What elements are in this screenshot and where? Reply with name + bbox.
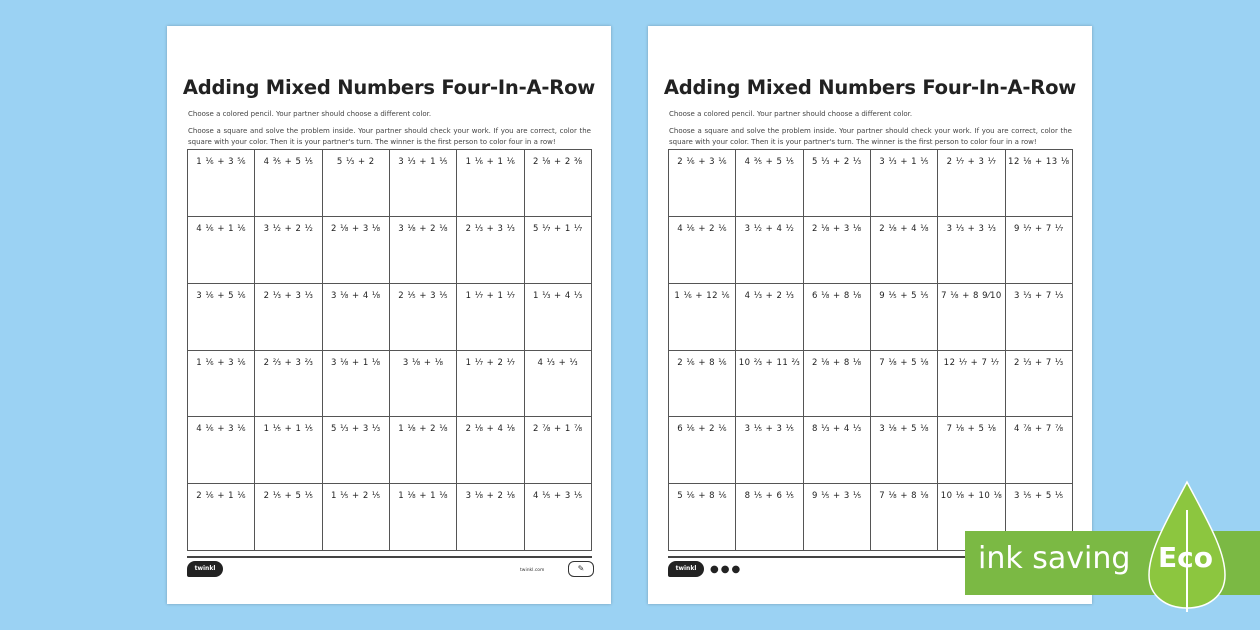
- grid-cell: 3 ⅕ + 3 ⅕: [736, 417, 803, 484]
- ink-saving-label: ink saving: [978, 541, 1131, 576]
- grid-cell: 8 ⅕ + 6 ⅕: [736, 484, 803, 551]
- instruction-1: Choose a colored pencil. Your partner should choose a different color.: [188, 110, 432, 118]
- grid-cell: 10 ⅛ + 10 ⅛: [938, 484, 1005, 551]
- grid-cell: 5 ⅓ + 2: [323, 150, 390, 217]
- grid-cell: 5 ⅙ + 8 ⅙: [669, 484, 736, 551]
- grid-cell: 3 ½ + 2 ½: [255, 217, 322, 284]
- grid-cell: 4 ⅓ + ⅓: [525, 351, 592, 418]
- grid-cell: 2 ⅛ + 3 ⅛: [323, 217, 390, 284]
- grid-cell: 7 ⅛ + 5 ⅛: [938, 417, 1005, 484]
- instruction-2: Choose a square and solve the problem inside. Your partner should check your work. If you are correct, color the square with your color. Then it is your partner's turn. The winner is the first person to color four in a row!: [188, 127, 591, 146]
- grid-cell: 3 ⅓ + 3 ⅓: [938, 217, 1005, 284]
- grid-cell: 1 ⅐ + 2 ⅐: [457, 351, 524, 418]
- grid-cell: 2 ⅓ + 7 ⅓: [1006, 351, 1073, 418]
- instruction-1: Choose a colored pencil. Your partner should choose a different color.: [669, 110, 913, 118]
- grid-cell: 1 ⅛ + 2 ⅛: [390, 417, 457, 484]
- grid-cell: 3 ⅛ + 2 ⅛: [390, 217, 457, 284]
- grid-cell: 7 ⅛ + 8 ⅛: [871, 484, 938, 551]
- instruction-2: Choose a square and solve the problem inside. Your partner should check your work. If you are correct, color the square with your color. Then it is your partner's turn. The winner is the first person to color four in a row!: [669, 127, 1072, 146]
- grid-cell: 3 ⅛ + 5 ⅛: [871, 417, 938, 484]
- grid-cell: 2 ⅙ + 8 ⅙: [669, 351, 736, 418]
- game-grid: [668, 149, 1073, 551]
- footer-site: twinkl.com: [520, 568, 545, 573]
- grid-cell: 3 ⅛ + 2 ⅛: [457, 484, 524, 551]
- grid-cell: 1 ⅙ + 1 ⅙: [457, 150, 524, 217]
- grid-cell: 12 ⅐ + 7 ⅐: [938, 351, 1005, 418]
- grid-cell: 4 ⅕ + 3 ⅕: [525, 484, 592, 551]
- grid-cell: 2 ⅛ + 4 ⅛: [457, 417, 524, 484]
- grid-cell: 5 ⅓ + 2 ⅓: [804, 150, 871, 217]
- grid-cell: 1 ⅓ + 4 ⅓: [525, 284, 592, 351]
- grid-cell: 9 ⅐ + 7 ⅐: [1006, 217, 1073, 284]
- grid-cell: 3 ⅓ + 1 ⅕: [871, 150, 938, 217]
- grid-cell: 5 ⅓ + 3 ⅓: [323, 417, 390, 484]
- grid-cell: 4 ⅙ + 1 ⅙: [188, 217, 255, 284]
- grid-cell: 1 ⅛ + 1 ⅛: [390, 484, 457, 551]
- game-grid: [187, 149, 592, 551]
- grid-cell: 2 ⅕ + 5 ⅕: [255, 484, 322, 551]
- grid-cell: 3 ⅙ + 5 ⅙: [188, 284, 255, 351]
- pencil-icon: ✎: [568, 561, 594, 577]
- grid-cell: 3 ⅕ + 5 ⅕: [1006, 484, 1073, 551]
- grid-cell: 2 ⅕ + 3 ⅕: [390, 284, 457, 351]
- worksheet-left: [167, 26, 611, 604]
- twinkl-logo: twinkl: [668, 561, 704, 577]
- grid-cell: 5 ⅐ + 1 ⅐: [525, 217, 592, 284]
- grid-cell: 3 ⅓ + 1 ⅕: [390, 150, 457, 217]
- grid-cell: 2 ⅛ + 3 ⅛: [804, 217, 871, 284]
- grid-cell: 7 ⅛ + 8 9⁄10: [938, 284, 1005, 351]
- grid-cell: 2 ⅛ + 8 ⅛: [804, 351, 871, 418]
- footer-divider: [187, 556, 592, 558]
- grid-cell: 1 ⅙ + 3 ⅙: [188, 351, 255, 418]
- grid-cell: 4 ⅗ + 5 ⅕: [736, 150, 803, 217]
- grid-cell: 6 ⅛ + 8 ⅛: [804, 284, 871, 351]
- grid-cell: 1 ⅐ + 1 ⅐: [457, 284, 524, 351]
- grid-cell: 1 ⅙ + 3 ⅚: [188, 150, 255, 217]
- worksheet-right: [648, 26, 1092, 604]
- grid-cell: 12 ⅛ + 13 ⅛: [1006, 150, 1073, 217]
- grid-cell: 9 ⅕ + 5 ⅕: [871, 284, 938, 351]
- grid-cell: 2 ⅓ + 3 ⅓: [255, 284, 322, 351]
- grid-cell: 2 ⅞ + 1 ⅞: [525, 417, 592, 484]
- grid-cell: 1 ⅕ + 1 ⅕: [255, 417, 322, 484]
- grid-cell: 10 ⅔ + 11 ⅔: [736, 351, 803, 418]
- eco-label: Eco: [1158, 541, 1213, 574]
- grid-cell: 3 ⅓ + 7 ⅓: [1006, 284, 1073, 351]
- grid-cell: 4 ⅞ + 7 ⅞: [1006, 417, 1073, 484]
- grid-cell: 2 ⅛ + 4 ⅛: [871, 217, 938, 284]
- grid-cell: 8 ⅓ + 4 ⅓: [804, 417, 871, 484]
- grid-cell: 4 ⅗ + 5 ⅕: [255, 150, 322, 217]
- worksheet-title: Adding Mixed Numbers Four-In-A-Row: [663, 76, 1077, 99]
- grid-cell: 2 ⅙ + 1 ⅙: [188, 484, 255, 551]
- grid-cell: 2 ⅙ + 3 ⅙: [669, 150, 736, 217]
- grid-cell: 3 ⅛ + 1 ⅛: [323, 351, 390, 418]
- grid-cell: 1 ⅙ + 12 ⅙: [669, 284, 736, 351]
- grid-cell: 7 ⅛ + 5 ⅛: [871, 351, 938, 418]
- grid-cell: 2 ⅐ + 3 ⅐: [938, 150, 1005, 217]
- grid-cell: 2 ⅔ + 3 ⅔: [255, 351, 322, 418]
- grid-cell: 4 ⅙ + 2 ⅙: [669, 217, 736, 284]
- grid-cell: 6 ⅙ + 2 ⅙: [669, 417, 736, 484]
- grid-cell: 4 ⅓ + 2 ⅓: [736, 284, 803, 351]
- grid-cell: 4 ⅙ + 3 ⅙: [188, 417, 255, 484]
- grid-cell: 3 ½ + 4 ½: [736, 217, 803, 284]
- grid-cell: 1 ⅕ + 2 ⅕: [323, 484, 390, 551]
- grid-cell: 2 ⅓ + 3 ⅓: [457, 217, 524, 284]
- grid-cell: 3 ⅛ + ⅛: [390, 351, 457, 418]
- grid-cell: 2 ⅛ + 2 ⅜: [525, 150, 592, 217]
- twinkl-logo: twinkl: [187, 561, 223, 577]
- footer-dots: ●●●: [710, 564, 743, 575]
- grid-cell: 9 ⅕ + 3 ⅕: [804, 484, 871, 551]
- worksheet-title: Adding Mixed Numbers Four-In-A-Row: [182, 76, 596, 99]
- grid-cell: 3 ⅛ + 4 ⅛: [323, 284, 390, 351]
